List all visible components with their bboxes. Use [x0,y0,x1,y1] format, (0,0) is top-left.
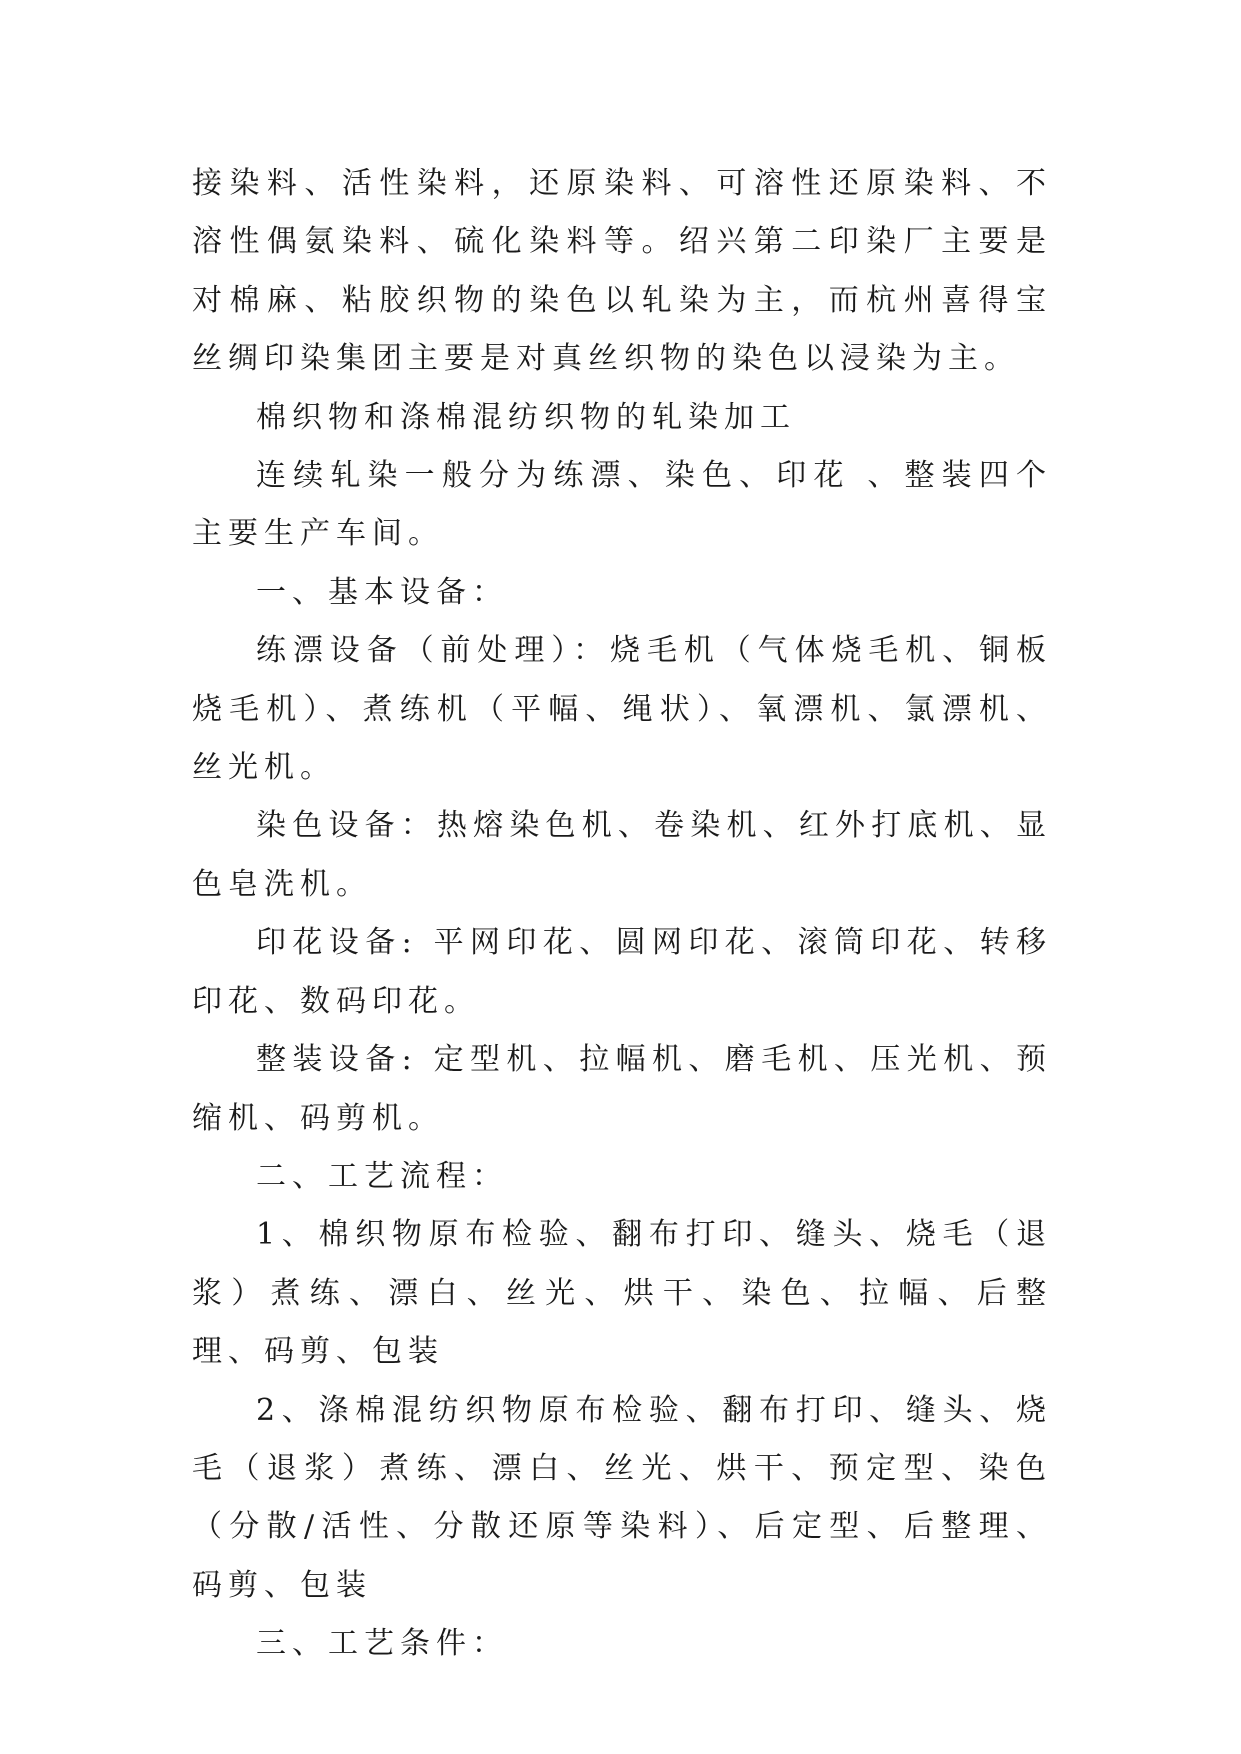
paragraph-finishing-equipment: 整装设备: 定型机、拉幅机、磨毛机、压光机、预缩机、码剪机。 [192,1042,1052,1136]
paragraph-printing-equipment: 印花设备: 平网印花、圆网印花、滚筒印花、转移印花、数码印花。 [192,925,1052,1019]
paragraph-cotton-process: 1、棉织物原布检验、翻布打印、缝头、烧毛（退浆）煮练、漂白、丝光、烘干、染色、拉幅、后整理、码剪、包装 [192,1217,1052,1370]
paragraph-dyeing-equipment: 染色设备：热熔染色机、卷染机、红外打底机、显色皂洗机。 [192,808,1052,902]
document-body [192,155,1052,1674]
paragraph-blend-process: 2、涤棉混纺织物原布检验、翻布打印、缝头、烧毛（退浆）煮练、漂白、丝光、烘干、预定型、染色（分散/活性、分散还原等染料）、后定型、后整理、码剪、包装 [192,1392,1052,1603]
paragraph-pretreatment-equipment: 练漂设备（前处理）：烧毛机（气体烧毛机、铜板烧毛机）、煮练机（平幅、绳状）、氧漂机、氯漂机、丝光机。 [192,633,1052,786]
paragraph-dye-types: 接染料、活性染料，还原染料、可溶性还原染料、不溶性偶氨染料、硫化染料等。绍兴第二印染厂主要是对棉麻、粘胶织物的染色以轧染为主，而杭州喜得宝丝绸印染集团主要是对真丝织物的染色以浸染为主。 [192,166,1052,377]
section-heading-padding-dyeing: 棉织物和涤棉混纺织物的轧染加工 [256,399,796,435]
heading-process-flow: 二、工艺流程： [256,1158,508,1194]
paragraph-workshops: 连续轧染一般分为练漂、染色、印花 、整装四个主要生产车间。 [192,458,1052,552]
heading-process-conditions: 三、工艺条件： [256,1626,508,1662]
heading-basic-equipment: 一、基本设备： [256,574,508,610]
